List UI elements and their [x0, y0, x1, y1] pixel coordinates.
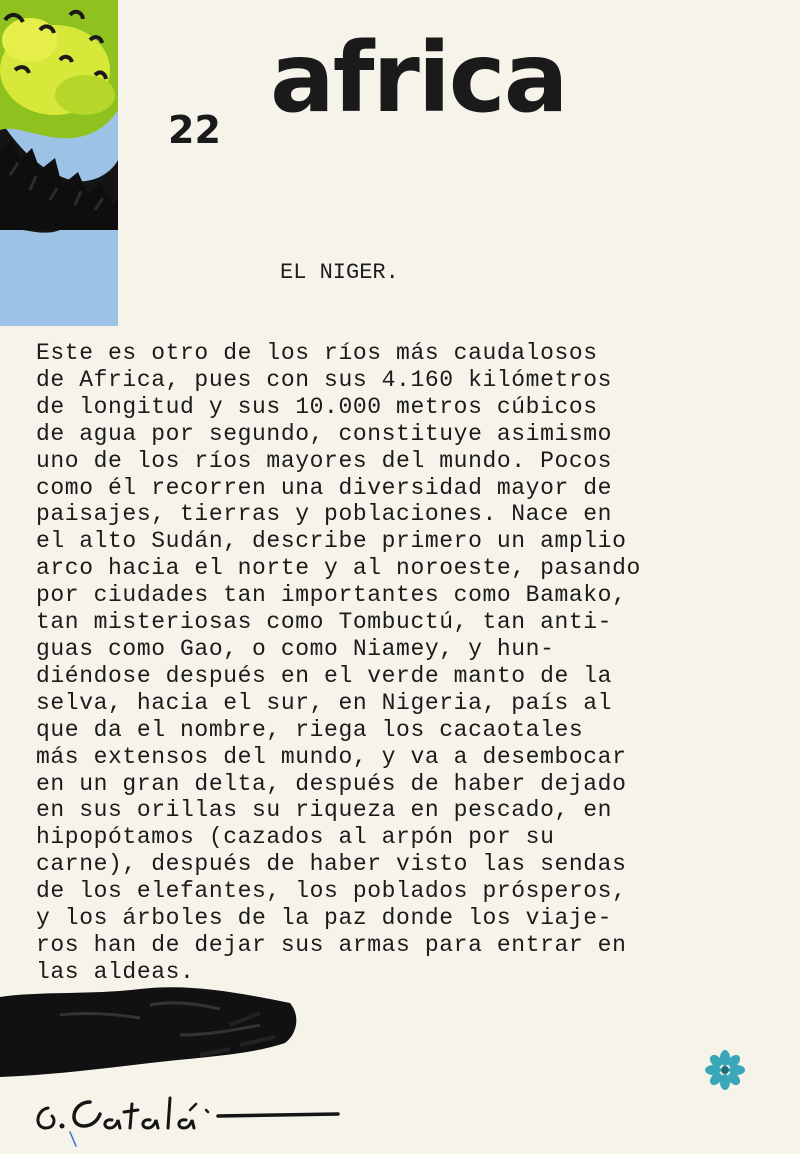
body-line: Este es otro de los ríos más caudalosos — [36, 340, 598, 366]
body-line: más extensos del mundo, y va a desembocar — [36, 743, 627, 770]
body-line: por ciudades tan importantes como Bamako, — [36, 582, 627, 609]
tree-illustration — [0, 0, 118, 326]
body-line: que da el nombre, riega los cacaotales — [36, 716, 584, 743]
article-heading: EL NIGER. — [280, 260, 399, 285]
article-body — [36, 340, 756, 986]
page-number: 22 — [168, 108, 221, 152]
body-line: como él recorren una diversidad mayor de — [36, 474, 613, 501]
body-line: carne), después de haber visto las sendas — [36, 851, 627, 878]
section-title: africa — [270, 22, 567, 134]
body-line: las aldeas. — [36, 958, 195, 985]
body-line: en un gran delta, después de haber dejado — [36, 770, 627, 797]
body-line: selva, hacia el sur, en Nigeria, país al — [36, 689, 613, 716]
flower-icon — [705, 1050, 745, 1090]
body-line: tan misteriosas como Tombuctú, tan anti- — [36, 609, 613, 636]
body-line: uno de los ríos mayores del mundo. Pocos — [36, 447, 613, 474]
body-line: paisajes, tierras y poblaciones. Nace en — [36, 501, 613, 528]
body-line: ros han de dejar sus armas para entrar en — [36, 931, 627, 958]
body-line: en sus orillas su riqueza en pescado, en — [36, 797, 613, 824]
brush-stroke-illustration — [0, 985, 300, 1085]
body-line: el alto Sudán, describe primero un amplio — [36, 528, 627, 555]
body-line: de los elefantes, los poblados prósperos, — [36, 878, 627, 905]
body-line: de agua por segundo, constituye asimismo — [36, 420, 613, 447]
body-line: arco hacia el norte y al noroeste, pasando — [36, 555, 641, 582]
body-line: guas como Gao, o como Niamey, y hun- — [36, 635, 555, 662]
artist-signature — [28, 1080, 358, 1148]
body-line: hipopótamos (cazados al arpón por su — [36, 824, 555, 851]
body-line: de Africa, pues con sus 4.160 kilómetros — [36, 366, 613, 393]
body-line: diéndose después en el verde manto de la — [36, 662, 613, 689]
body-line: y los árboles de la paz donde los viaje- — [36, 905, 613, 932]
body-line: de longitud y sus 10.000 metros cúbicos — [36, 393, 598, 420]
